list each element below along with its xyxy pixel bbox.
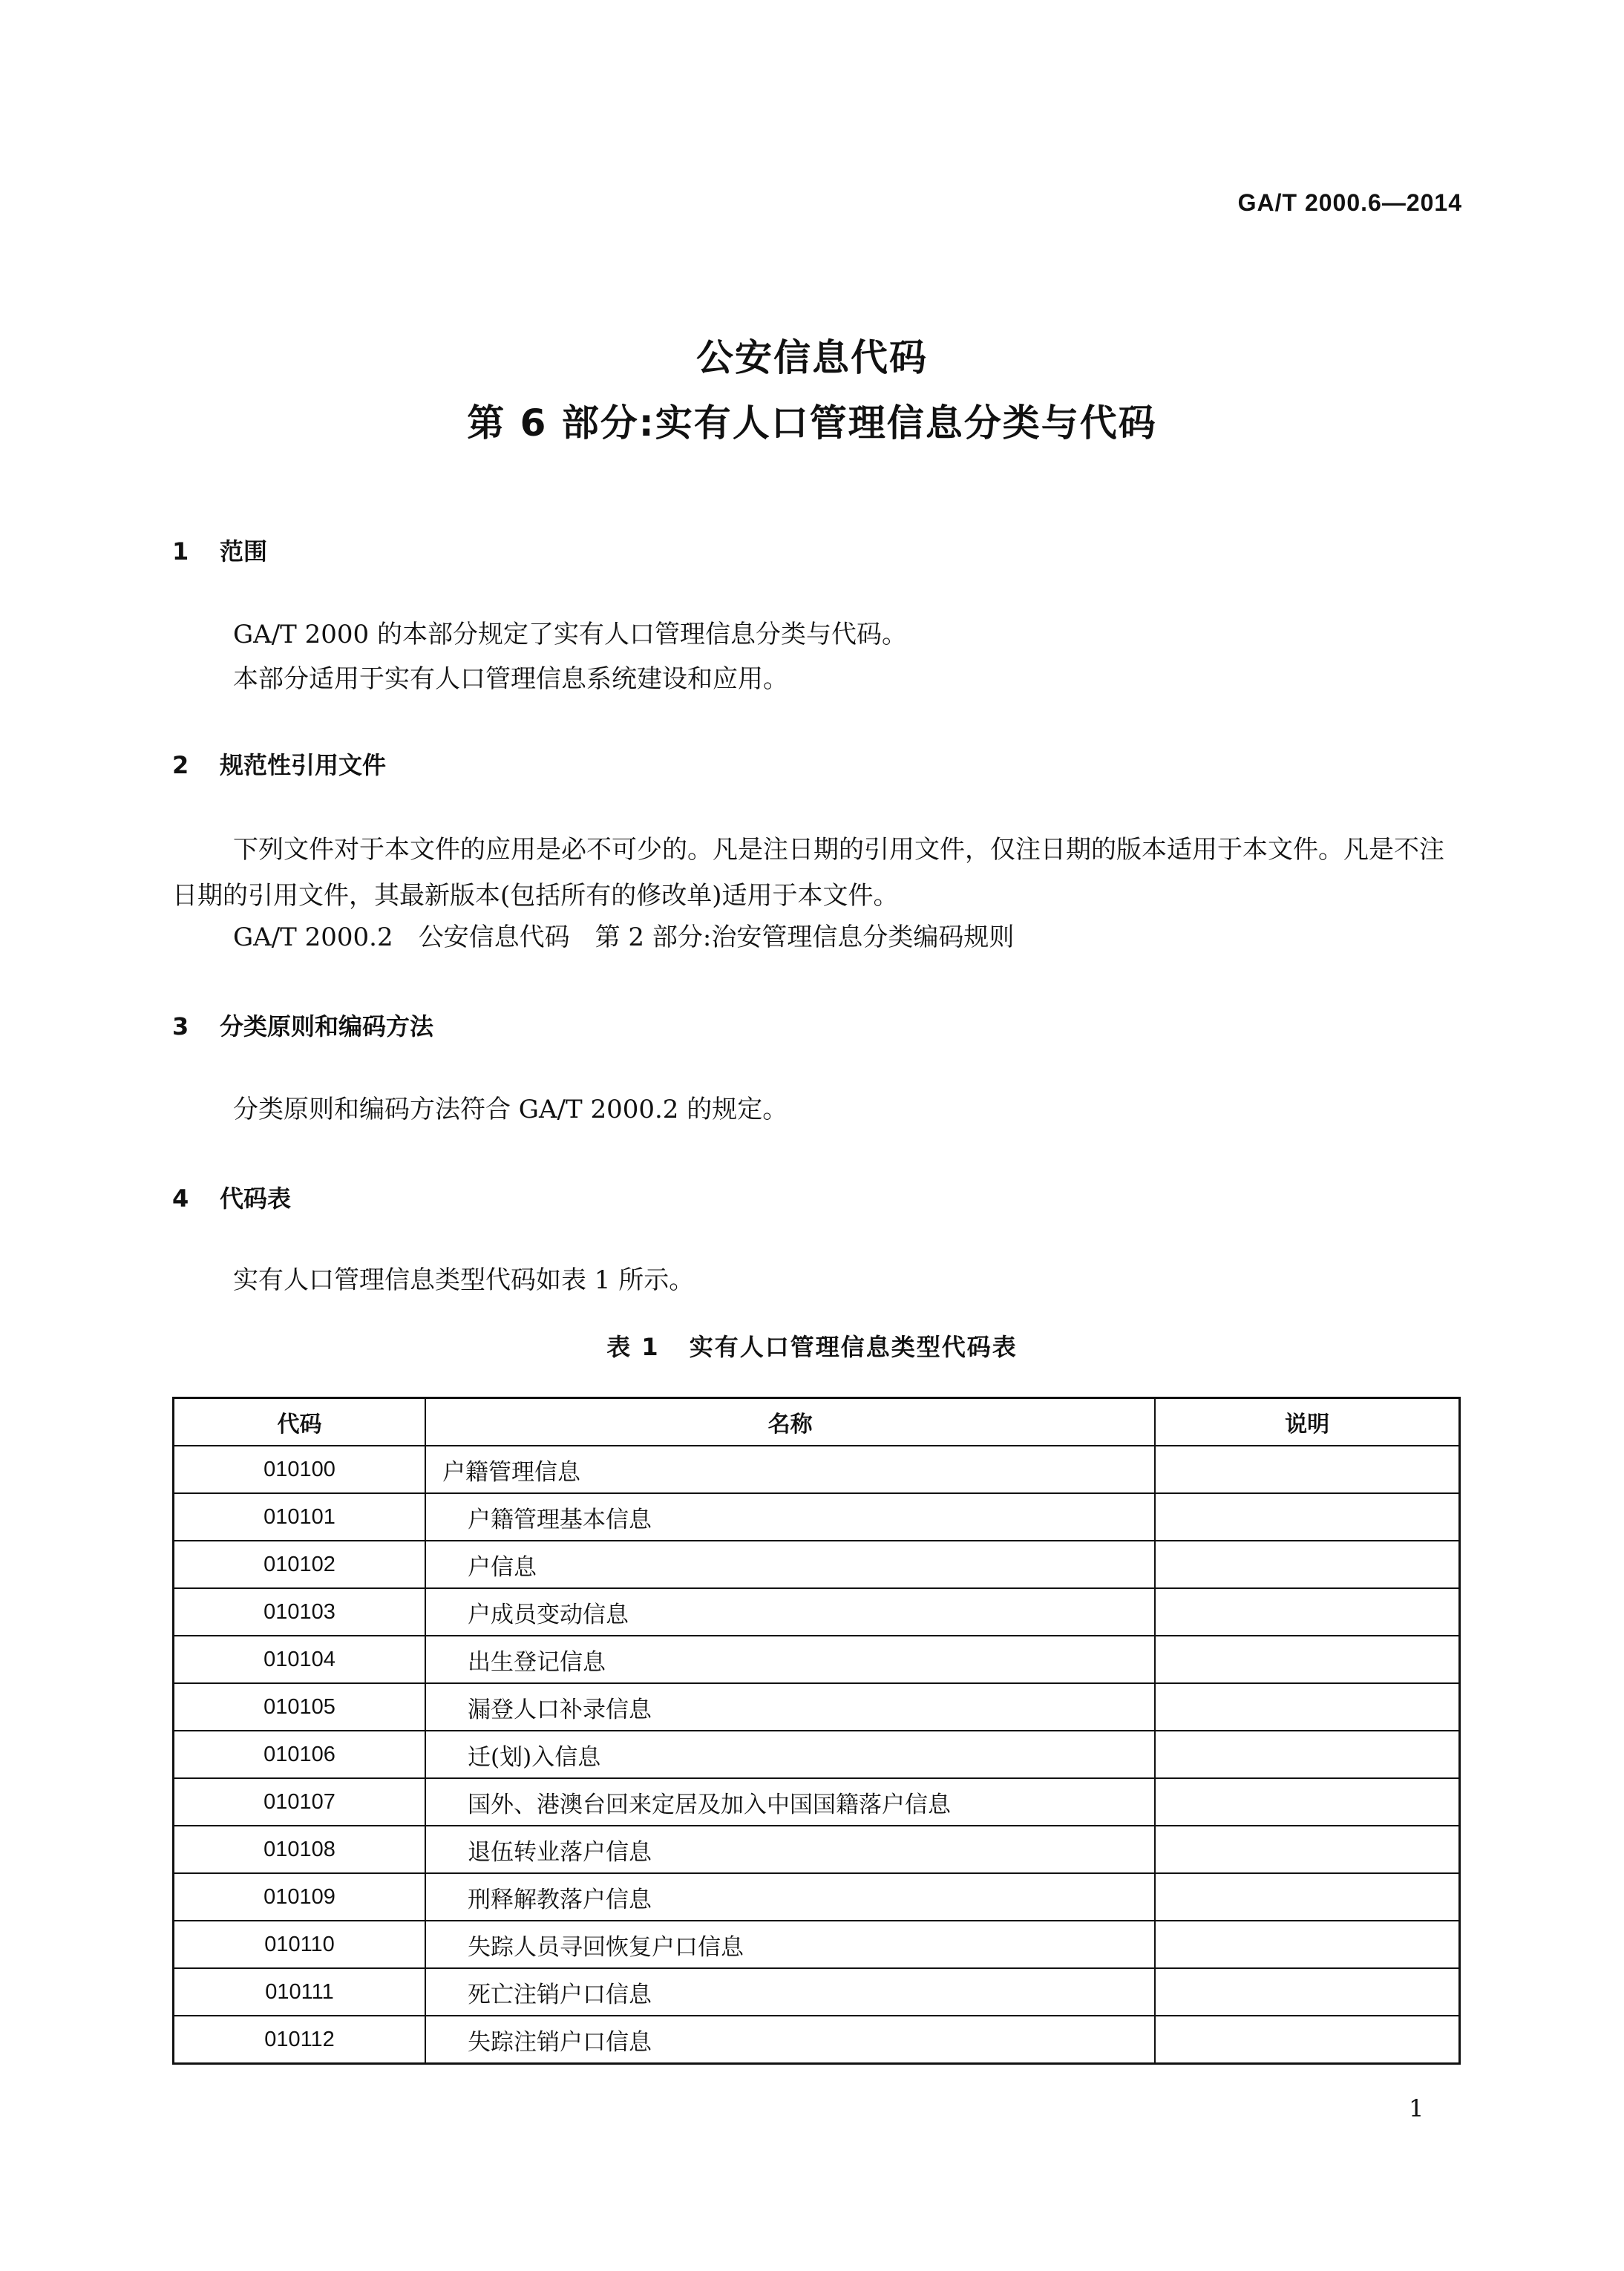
note-cell bbox=[1155, 1968, 1459, 2016]
page-number: 1 bbox=[1409, 2094, 1424, 2123]
table-caption-title: 实有人口管理信息类型代码表 bbox=[689, 1333, 1018, 1361]
note-cell bbox=[1155, 1921, 1459, 1968]
code-cell: 010108 bbox=[174, 1826, 426, 1873]
section-number: 3 bbox=[172, 1012, 189, 1041]
code-cell: 010109 bbox=[174, 1873, 426, 1921]
name-cell: 刑释解教落户信息 bbox=[425, 1873, 1155, 1921]
column-header-code: 代码 bbox=[174, 1398, 426, 1446]
table-row bbox=[174, 1826, 1460, 1873]
section-heading-code-table bbox=[172, 1180, 291, 1214]
paragraph: GA/T 2000 的本部分规定了实有人口管理信息分类与代码。 bbox=[233, 620, 907, 649]
note-cell bbox=[1155, 1636, 1459, 1683]
section-heading-references bbox=[172, 747, 386, 781]
table-row bbox=[174, 1446, 1460, 1493]
section-title: 代码表 bbox=[220, 1184, 292, 1213]
table-body bbox=[174, 1446, 1460, 2064]
table-row bbox=[174, 2016, 1460, 2064]
document-subtitle: 第 6 部分:实有人口管理信息分类与代码 bbox=[467, 402, 1157, 445]
document-title: 公安信息代码 bbox=[696, 336, 928, 379]
column-header-name: 名称 bbox=[425, 1398, 1155, 1446]
note-cell bbox=[1155, 1873, 1459, 1921]
code-cell: 010100 bbox=[174, 1446, 426, 1493]
code-cell: 010106 bbox=[174, 1731, 426, 1778]
table-row bbox=[174, 1493, 1460, 1541]
paragraph: 下列文件对于本文件的应用是必不可少的。凡是注日期的引用文件，仅注日期的版本适用于本文件。凡是不注日期的引用文件，其最新版本(包括所有的修改单)适用于本文件。 bbox=[172, 835, 1444, 911]
paragraph: 分类原则和编码方法符合 GA/T 2000.2 的规定。 bbox=[233, 1095, 788, 1124]
name-cell: 迁(划)入信息 bbox=[425, 1731, 1155, 1778]
name-cell: 失踪注销户口信息 bbox=[425, 2016, 1155, 2064]
table-row bbox=[174, 1588, 1460, 1636]
table-row bbox=[174, 1921, 1460, 1968]
paragraph: 本部分适用于实有人口管理信息系统建设和应用。 bbox=[233, 664, 788, 694]
code-cell: 010107 bbox=[174, 1778, 426, 1826]
name-cell: 户籍管理信息 bbox=[425, 1446, 1155, 1493]
name-cell: 户信息 bbox=[425, 1541, 1155, 1588]
name-cell: 漏登人口补录信息 bbox=[425, 1683, 1155, 1731]
code-cell: 010110 bbox=[174, 1921, 426, 1968]
name-cell: 户籍管理基本信息 bbox=[425, 1493, 1155, 1541]
table-header-row bbox=[174, 1398, 1460, 1446]
section-title: 范围 bbox=[220, 537, 268, 566]
table-row bbox=[174, 1731, 1460, 1778]
section-heading-principles bbox=[172, 1008, 433, 1042]
table-row bbox=[174, 1968, 1460, 2016]
note-cell bbox=[1155, 1541, 1459, 1588]
code-cell: 010112 bbox=[174, 2016, 426, 2064]
section-number: 4 bbox=[172, 1184, 189, 1213]
name-cell: 国外、港澳台回来定居及加入中国国籍落户信息 bbox=[425, 1778, 1155, 1826]
column-header-note: 说明 bbox=[1155, 1398, 1459, 1446]
note-cell bbox=[1155, 1446, 1459, 1493]
reference-item: GA/T 2000.2 公安信息代码 第 2 部分:治安管理信息分类编码规则 bbox=[233, 923, 1015, 952]
note-cell bbox=[1155, 1493, 1459, 1541]
code-cell: 010104 bbox=[174, 1636, 426, 1683]
note-cell bbox=[1155, 1778, 1459, 1826]
table-caption bbox=[0, 1328, 1624, 1363]
note-cell bbox=[1155, 2016, 1459, 2064]
standard-code: GA/T 2000.6—2014 bbox=[1237, 189, 1462, 216]
section-number: 1 bbox=[172, 537, 189, 566]
note-cell bbox=[1155, 1683, 1459, 1731]
code-table bbox=[172, 1397, 1461, 2065]
table-row bbox=[174, 1683, 1460, 1731]
paragraph: 实有人口管理信息类型代码如表 1 所示。 bbox=[233, 1265, 695, 1295]
name-cell: 退伍转业落户信息 bbox=[425, 1826, 1155, 1873]
note-cell bbox=[1155, 1588, 1459, 1636]
note-cell bbox=[1155, 1731, 1459, 1778]
section-number: 2 bbox=[172, 751, 189, 779]
table-row bbox=[174, 1873, 1460, 1921]
table-caption-label: 表 1 bbox=[606, 1333, 660, 1361]
section-heading-scope bbox=[172, 533, 267, 567]
name-cell: 户成员变动信息 bbox=[425, 1588, 1155, 1636]
section-title: 分类原则和编码方法 bbox=[220, 1012, 434, 1041]
note-cell bbox=[1155, 1826, 1459, 1873]
code-cell: 010111 bbox=[174, 1968, 426, 2016]
table-row bbox=[174, 1541, 1460, 1588]
name-cell: 失踪人员寻回恢复户口信息 bbox=[425, 1921, 1155, 1968]
code-cell: 010101 bbox=[174, 1493, 426, 1541]
section-title: 规范性引用文件 bbox=[220, 751, 387, 779]
code-cell: 010102 bbox=[174, 1541, 426, 1588]
code-cell: 010103 bbox=[174, 1588, 426, 1636]
name-cell: 出生登记信息 bbox=[425, 1636, 1155, 1683]
name-cell: 死亡注销户口信息 bbox=[425, 1968, 1155, 2016]
table-row bbox=[174, 1778, 1460, 1826]
table-row bbox=[174, 1636, 1460, 1683]
code-cell: 010105 bbox=[174, 1683, 426, 1731]
